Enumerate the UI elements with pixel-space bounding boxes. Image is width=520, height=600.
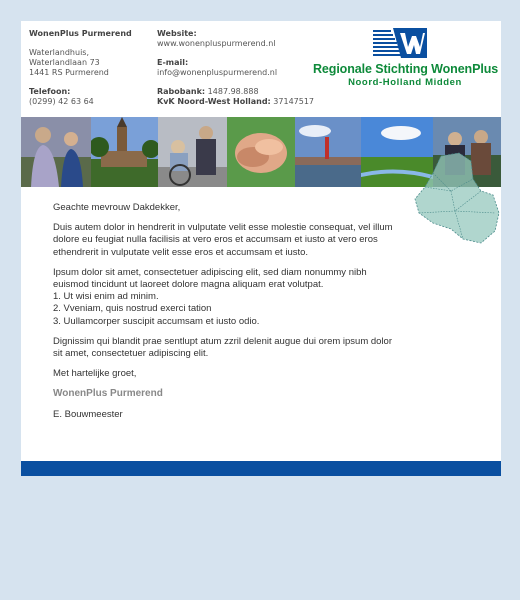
letter-page [21, 21, 501, 476]
signature-organisation: WonenPlus Purmerend [53, 388, 163, 400]
footer-bar [21, 461, 501, 476]
email-link[interactable]: info@wonenpluspurmerend.nl [157, 68, 278, 77]
paragraph: Dignissim qui blandit prae sentlupt atum zzril delenit augue dui orem ipsum dolor sit amet, consectetuer adipiscing elit. [53, 335, 393, 360]
salutation: Geachte mevrouw Dakdekker, [53, 202, 181, 213]
logo-subtitle: Noord-Holland Midden [348, 77, 462, 88]
address-line: Waterlandlaan 73 [29, 58, 100, 67]
list-item: 2. Vveniam, quis nostrud exerci tation [53, 303, 212, 315]
kvk-label: KvK Noord-West Holland: [157, 97, 271, 106]
list-item: 3. Uullamcorper suscipit accumsam et iusto odio. [53, 315, 260, 327]
email-label: E-mail: [157, 58, 189, 67]
photo-harbor [295, 117, 361, 187]
kvk-value: 37147517 [273, 97, 315, 106]
paragraph: Duis autem dolor in hendrerit in vulputate velit esse molestie consequat, vel illum dolore eu feugiat nulla facilisis at vero eros et accumsam et iusto at vero eros ethendrerit in vulputate velit esse eros et accumsam et iusto. [53, 222, 393, 258]
region-map [411, 151, 503, 246]
photo-wheelchair [158, 117, 227, 187]
sender-block [29, 29, 132, 107]
phone-value: (0299) 42 63 64 [29, 97, 94, 106]
sender-name: WonenPlus Purmerend [29, 29, 132, 38]
logo-title: Regionale Stichting WonenPlus [313, 62, 499, 76]
bank-label: Rabobank: [157, 87, 206, 96]
photo-elderly-walking [21, 117, 91, 187]
contact-block [157, 29, 314, 107]
phone-label: Telefoon: [29, 87, 71, 96]
list-item: 1. Ut wisi enim ad minim. [53, 291, 159, 303]
website-link[interactable]: www.wonenpluspurmerend.nl [157, 39, 276, 48]
photo-church [91, 117, 158, 187]
address-line: Waterlandhuis, [29, 48, 89, 57]
bank-value: 1487.98.888 [207, 87, 259, 96]
website-label: Website: [157, 29, 197, 38]
closing: Met hartelijke groet, [53, 368, 137, 380]
letter-body [53, 202, 398, 429]
wonenplus-logo-icon [373, 28, 427, 58]
paragraph: Ipsum dolor sit amet, consectetuer adipiscing elit, sed diam nonummy nibh euismod tincidunt ut laoreet dolore magna aliquam erat volutpat. [53, 266, 367, 291]
address-line: 1441 RS Purmerend [29, 68, 109, 77]
signature-name: E. Bouwmeester [53, 408, 123, 420]
photo-hands [227, 117, 295, 187]
